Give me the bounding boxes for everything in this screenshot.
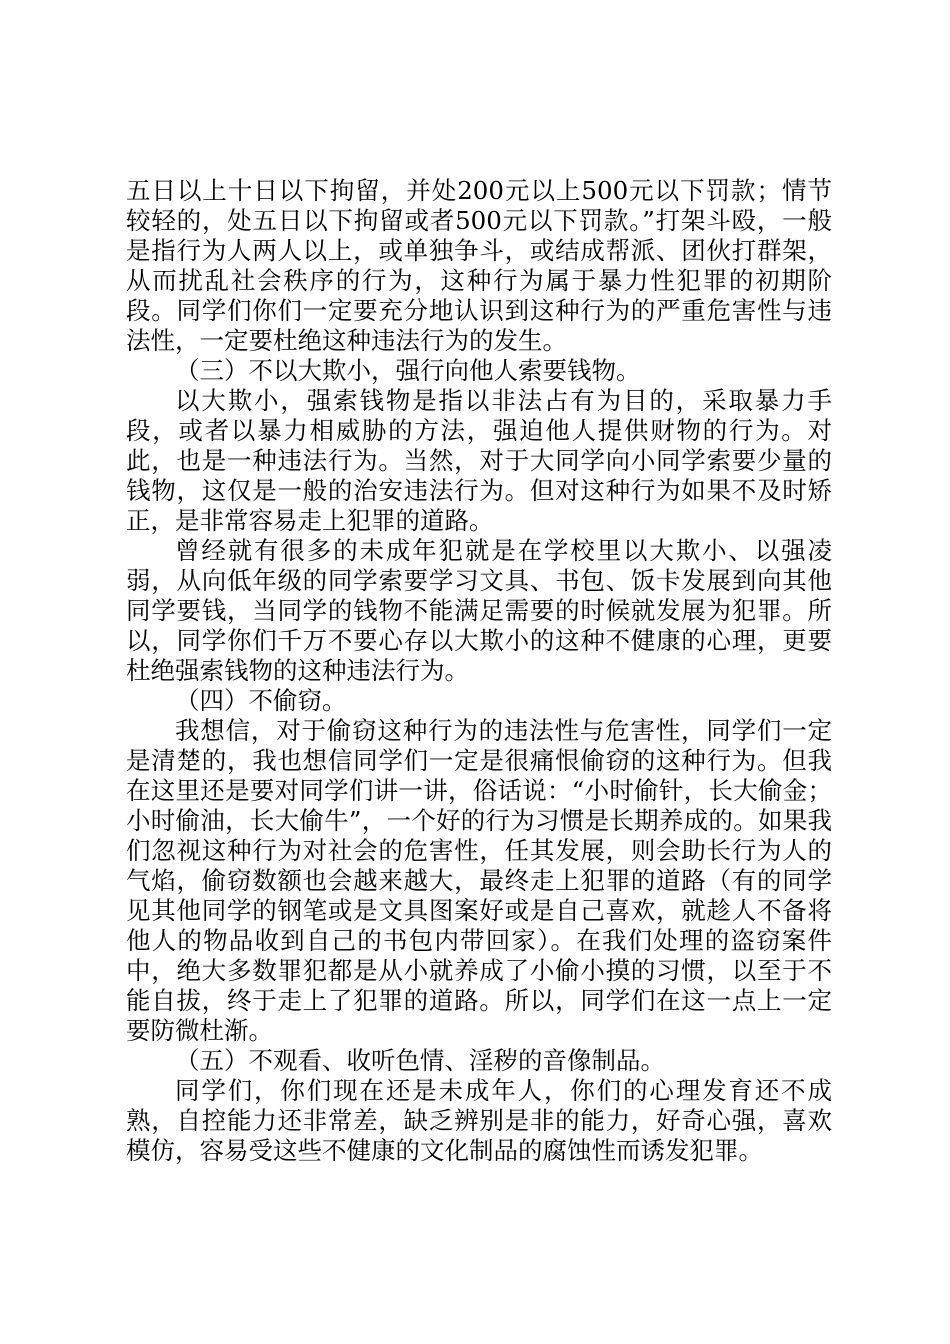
section-heading-3: （三）不以大欺小，强行向他人索要钱物。 xyxy=(175,356,641,385)
paragraph-theft: 我想信，对于偷窃这种行为的违法性与危害性，同学们一定是清楚的，我也想信同学们一定是很痛恨偷窃的这种行为。但我在这里还是要对同学们讲一讲，俗话说：“小时偷针，长大偷金；小时偷油，长大偷牛”，一个好的行为习惯是长期养成的。如果我们忽视这种行为对社会的危害性，任其发展，则会助长行为人的气焰，偷窃数额也会越来越大，最终走上犯罪的道路（有的同学见其他同学的钢笔或是文具图案好或是自己喜欢，就趁人不备将他人的物品收到自己的书包内带回家）。在我们处理的盗窃案件中，绝大多数罪犯都是从小就养成了小偷小摸的习惯，以至于不能自拔，终于走上了犯罪的道路。所以，同学们在这一点上一定要防微杜渐。 xyxy=(126,716,832,1045)
paragraph-media: 同学们，你们现在还是未成年人，你们的心理发育还不成熟，自控能力还非常差，缺乏辨别是非的能力，好奇心强，喜欢模仿，容易受这些不健康的文化制品的腐蚀性而诱发犯罪。 xyxy=(126,1076,832,1165)
section-heading-5: （五）不观看、收听色情、淫秽的音像制品。 xyxy=(175,1046,665,1075)
section-heading-4: （四）不偷窃。 xyxy=(175,686,347,715)
paragraph-extortion-definition: 以大欺小，强索钱物是指以非法占有为目的，采取暴力手段，或者以暴力相威胁的方法，强迫他人提供财物的行为。对此，也是一种违法行为。当然，对于大同学向小同学索要少量的钱物，这仅是一般的治安违法行为。但对这种行为如果不及时矫正，是非常容易走上犯罪的道路。 xyxy=(126,386,832,535)
paragraph-continuation: 五日以上十日以下拘留，并处200元以上500元以下罚款；情节较轻的，处五日以下拘留或者500元以下罚款。”打架斗殴，一般是指行为人两人以上，或单独争斗，或结成帮派、团伙打群架，从而扰乱社会秩序的行为，这种行为属于暴力性犯罪的初期阶段。同学们你们一定要充分地认识到这种行为的严重危害性与违法性，一定要杜绝这种违法行为的发生。 xyxy=(126,176,832,355)
document-page xyxy=(126,176,832,1166)
paragraph-extortion-example: 曾经就有很多的未成年犯就是在学校里以大欺小、以强凌弱，从向低年级的同学索要学习文具、书包、饭卡发展到向其他同学要钱，当同学的钱物不能满足需要的时候就发展为犯罪。所以，同学你们千万不要心存以大欺小的这种不健康的心理，更要杜绝强索钱物的这种违法行为。 xyxy=(126,536,832,685)
